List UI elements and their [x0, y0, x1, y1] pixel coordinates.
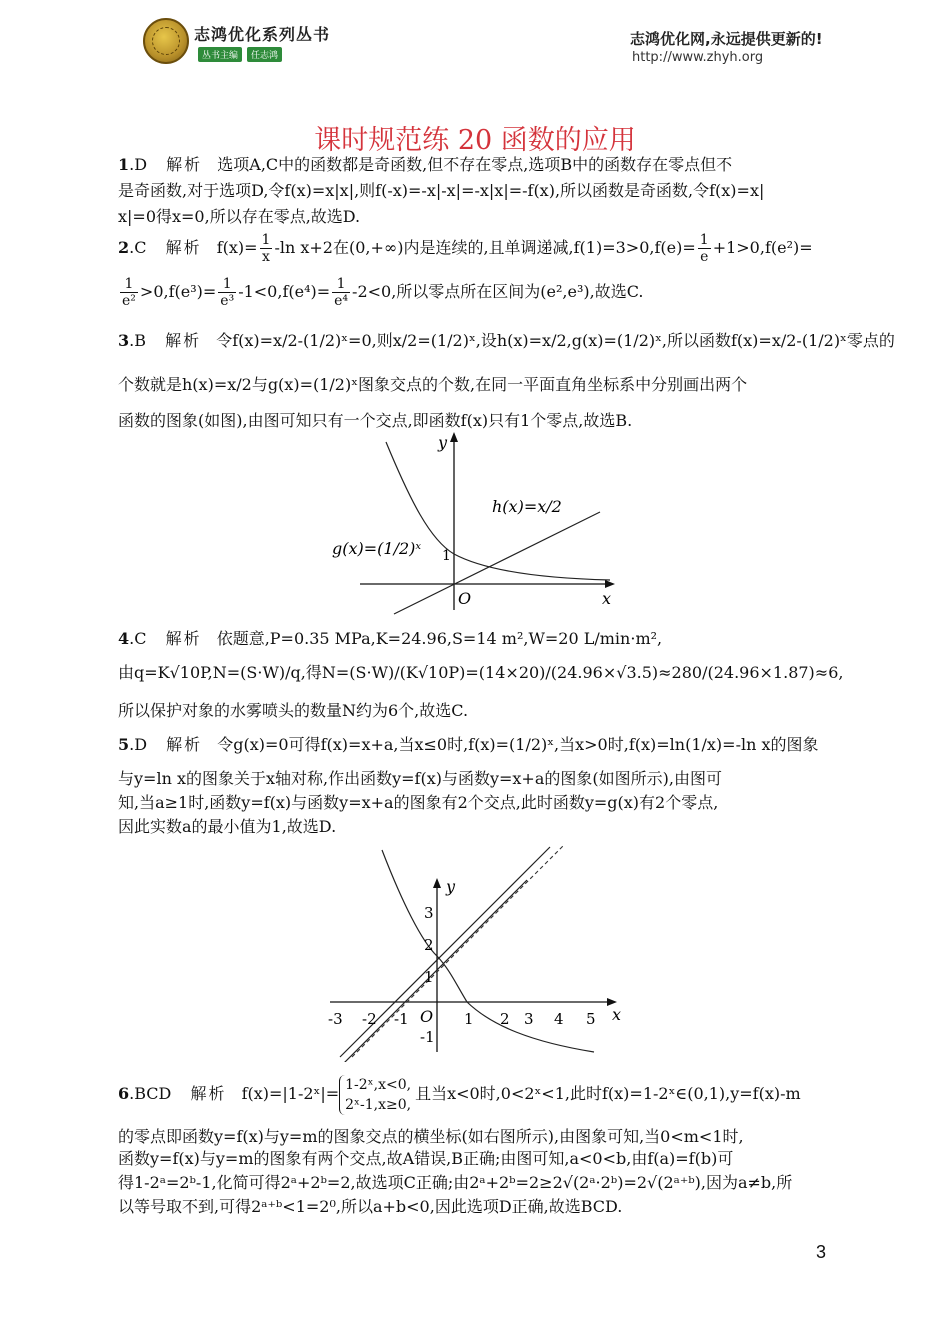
problem-number: 6 — [118, 1084, 130, 1103]
solution-text: 选项A,C中的函数都是奇函数,但不存在零点,选项B中的函数存在零点但不 — [217, 155, 733, 174]
line-h — [394, 512, 600, 614]
solution-text: >0,f(e³)= — [139, 282, 217, 301]
problem-answer: D — [134, 735, 148, 754]
x-tick: 4 — [554, 1010, 564, 1028]
solution-text: +1>0,f(e²)= — [712, 238, 813, 257]
problem-1-line-1: 1.D 解析 选项A,C中的函数都是奇函数,但不存在零点,选项B中的函数存在零点但不 — [118, 155, 733, 174]
fraction: $\frac{1}{\text{e²}}$ — [122, 276, 136, 309]
x-axis-label: x — [612, 1005, 622, 1024]
problem-3-line-2: 个数就是h(x)=x/2与g(x)=(1/2)ˣ图象交点的个数,在同一平面直角坐标系中分别画出两个 — [118, 375, 748, 394]
y-axis-arrow-icon — [433, 878, 441, 888]
problem-number: 5 — [118, 735, 130, 754]
logo-ring-icon — [152, 27, 180, 55]
origin-label: O — [420, 1007, 434, 1026]
y-axis-label: y — [446, 877, 456, 896]
analysis-label: 解析 — [165, 331, 202, 350]
page-header — [0, 0, 950, 80]
problem-answer: D — [134, 155, 148, 174]
fraction: $\frac{1}{x}$ — [261, 232, 271, 265]
label-h: h(x)=x/2 — [492, 497, 562, 516]
problem-4-line-3: 所以保护对象的水雾喷头的数量N约为6个,故选C. — [118, 701, 469, 720]
problem-answer: C — [134, 629, 147, 648]
solution-text: 且当x<0时,0<2ˣ<1,此时f(x)=1-2ˣ∈(0,1),y=f(x)-m — [415, 1084, 801, 1103]
y-tick: 3 — [424, 904, 434, 922]
problem-2-line-1: 2.C 解析 f(x)= $\frac{1}{x}$ -ln x+2在(0,+∞)内是连续的,且单调递减,f(1)=3>0,f(e)= $\frac{1}{e}$ +1>0,f(e²)= — [118, 232, 813, 265]
header-url[interactable]: http://www.zhyh.org — [632, 50, 764, 65]
analysis-label: 解析 — [166, 735, 203, 754]
y-axis-arrow-icon — [450, 432, 458, 442]
x-tick: -2 — [362, 1010, 377, 1028]
problem-4-line-1: 4.C 解析 依题意,P=0.35 MPa,K=24.96,S=14 m²,W=20 L/min·m², — [118, 629, 663, 648]
problem-6-line-4: 得1-2ᵃ=2ᵇ-1,化简可得2ᵃ+2ᵇ=2,故选项C正确;由2ᵃ+2ᵇ=2≥2√(2ᵃ·2ᵇ)=2√(2ᵃ⁺ᵇ),因为a≠b,所 — [118, 1173, 793, 1192]
fraction: $\frac{1}{e}$ — [699, 232, 709, 265]
x-tick: 5 — [586, 1010, 596, 1028]
fraction: $\frac{1}{\text{e⁴}}$ — [334, 276, 349, 309]
y-tick: -1 — [420, 1028, 435, 1046]
problem-answer: BCD — [134, 1084, 172, 1103]
problem-5-line-1: 5.D 解析 令g(x)=0可得f(x)=x+a,当x≤0时,f(x)=(1/2)ˣ,当x>0时,f(x)=ln(1/x)=-ln x的图象 — [118, 735, 819, 754]
problem-number: 2 — [118, 238, 130, 257]
x-tick: 3 — [524, 1010, 534, 1028]
problem-3-line-3: 函数的图象(如图),由图可知只有一个交点,即函数f(x)只有1个零点,故选B. — [118, 411, 633, 430]
editor-name: 任志鸿 — [247, 47, 282, 62]
page-number: 3 — [816, 1242, 827, 1262]
problem-5-line-2: 与y=ln x的图象关于x轴对称,作出函数y=f(x)与函数y=x+a的图象(如图所示),由图可 — [118, 769, 722, 788]
problem-answer: C — [134, 238, 147, 257]
x-tick-labels — [328, 1010, 596, 1028]
problem-5-line-3: 知,当a≥1时,函数y=f(x)与函数y=x+a的图象有2个交点,此时函数y=g(x)有2个零点, — [118, 793, 719, 812]
page-title: 课时规范练 20 函数的应用 — [314, 125, 636, 156]
x-axis-arrow-icon — [605, 580, 615, 588]
figure-exponential-vs-linear — [320, 430, 630, 620]
problem-number: 3 — [118, 331, 130, 350]
solution-text: f(x)= — [216, 238, 258, 257]
problem-3-line-1: 3.B 解析 令f(x)=x/2-(1/2)ˣ=0,则x/2=(1/2)ˣ,设h(x)=x/2,g(x)=(1/2)ˣ,所以函数f(x)=x/2-(1/2)ˣ零点的 — [118, 331, 895, 350]
fraction: $\frac{1}{\text{e³}}$ — [220, 276, 235, 309]
tick-1: 1 — [442, 548, 451, 564]
problem-1-line-2: 是奇函数,对于选项D,令f(x)=x|x|,则f(-x)=-x|-x|=-x|x|=-f(x),所以函数是奇函数,令f(x)=x| — [118, 181, 765, 200]
x-tick: 2 — [500, 1010, 510, 1028]
x-tick: 1 — [464, 1010, 474, 1028]
problem-6-line-5: 以等号取不到,可得2ᵃ⁺ᵇ<1=2⁰,所以a+b<0,因此选项D正确,故选BCD. — [118, 1197, 623, 1216]
solution-text: -2<0,所以零点所在区间为(e²,e³),故选C. — [352, 282, 644, 301]
header-slogan: 志鸿优化网,永远提供更新的! — [630, 30, 823, 48]
problem-number: 4 — [118, 629, 130, 648]
y-tick: 2 — [424, 936, 434, 954]
solution-text: 令f(x)=x/2-(1/2)ˣ=0,则x/2=(1/2)ˣ,设h(x)=x/2,g(x)=(1/2)ˣ,所以函数f(x)=x/2-(1/2)ˣ零点的 — [216, 331, 895, 350]
x-tick: -3 — [328, 1010, 343, 1028]
y-tick: 1 — [424, 968, 434, 986]
problem-6-line-2: 的零点即函数y=f(x)与y=m的图象交点的横坐标(如右图所示),由图象可知,当0<m<1时, — [118, 1127, 744, 1146]
problem-number: 1 — [118, 155, 130, 174]
solution-text: 依题意,P=0.35 MPa,K=24.96,S=14 m²,W=20 L/min·m², — [216, 629, 663, 648]
y-axis-label: y — [438, 433, 448, 452]
problem-2-line-2 — [118, 274, 838, 310]
solution-text: 令g(x)=0可得f(x)=x+a,当x≤0时,f(x)=(1/2)ˣ,当x>0时,f(x)=ln(1/x)=-ln x的图象 — [217, 735, 819, 754]
origin-label: O — [458, 589, 472, 608]
analysis-label: 解析 — [165, 238, 202, 257]
solution-text: f(x)=|1-2ˣ|= — [241, 1084, 340, 1103]
analysis-label: 解析 — [166, 155, 203, 174]
x-tick: -1 — [394, 1010, 409, 1028]
solution-text: -1<0,f(e⁴)= — [238, 282, 331, 301]
series-title: 志鸿优化系列丛书 — [194, 25, 331, 44]
problem-answer: B — [134, 331, 146, 350]
problem-5-line-4: 因此实数a的最小值为1,故选D. — [118, 817, 337, 836]
editor-label: 丛书主编 — [198, 47, 242, 62]
problem-4-line-2: 由q=K√10P,N=(S·W)/q,得N=(S·W)/(K√10P)=(14×20)/(24.96×√3.5)≈280/(24.96×1.87)≈6, — [118, 663, 844, 682]
label-g: g(x)=(1/2)ˣ — [332, 539, 422, 558]
analysis-label: 解析 — [190, 1084, 227, 1103]
x-axis-label: x — [602, 589, 612, 608]
problem-1-line-3: x|=0得x=0,所以存在零点,故选D. — [118, 207, 361, 226]
figure-piecewise-graph — [322, 842, 632, 1062]
problem-6-line-3: 函数y=f(x)与y=m的图象有两个交点,故A错误,B正确;由图可知,a<0<b,由f(a)=f(b)可 — [118, 1149, 734, 1168]
analysis-label: 解析 — [165, 629, 202, 648]
solution-text: -ln x+2在(0,+∞)内是连续的,且单调递减,f(1)=3>0,f(e)= — [274, 238, 696, 257]
piecewise-brace: 1-2ˣ,x<0, 2ˣ-1,x≥0, — [339, 1075, 411, 1115]
problem-6-line-1: 6.BCD 解析 f(x)=|1-2ˣ|= 1-2ˣ,x<0, 2ˣ-1,x≥0, 且当x<0时,0<2ˣ<1,此时f(x)=1-2ˣ∈(0,1),y=f(x)-m — [118, 1076, 801, 1113]
